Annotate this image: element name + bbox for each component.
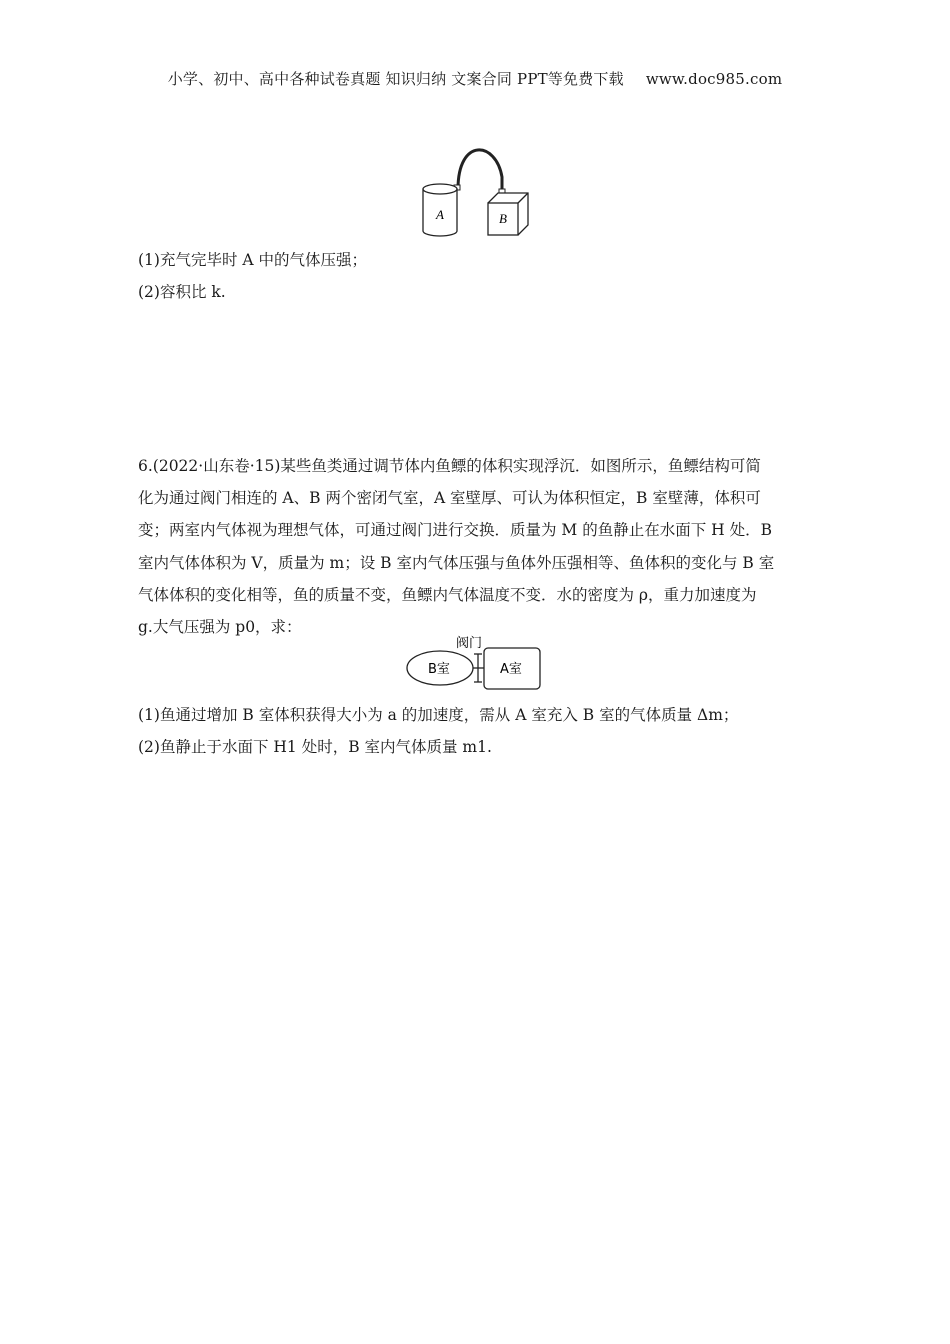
q6-line: 6.(2022·山东卷·15)某些鱼类通过调节体内鱼鳔的体积实现浮沉．如图所示，鱼鳔结构可简 [138, 457, 761, 475]
q6-line: 室内气体体积为 V，质量为 m；设 B 室内气体压强与鱼体外压强相等、鱼体积的变化与 B 室 [138, 553, 775, 572]
q6-line: 气体体积的变化相等，鱼的质量不变，鱼鳔内气体温度不变．水的密度为 ρ，重力加速度为 [138, 585, 757, 604]
container-a [423, 184, 457, 236]
q6-item-1: (1)鱼通过增加 B 室体积获得大小为 a 的加速度，需从 A 室充入 B 室的气体质量 Δm； [138, 706, 739, 724]
connecting-hose [458, 150, 502, 191]
q6-item-2: (2)鱼静止于水面下 H1 处时，B 室内气体质量 m1. [138, 738, 492, 756]
header-text: 小学、初中、高中各种试卷真题 知识归纳 文案合同 PPT等免费下载 [167, 70, 624, 88]
container-b [488, 193, 528, 235]
q5-item-2: (2)容积比 k. [138, 283, 226, 301]
room-a-label: A室 [500, 662, 522, 677]
q5-item-1: (1)充气完毕时 A 中的气体压强； [138, 251, 368, 269]
label-a: A [436, 207, 444, 222]
figure-gas-containers [410, 145, 540, 241]
valve-label: 阀门 [456, 636, 483, 651]
header-site: www.doc985.com [645, 70, 783, 88]
page-header [0, 68, 950, 89]
room-b-label: B室 [428, 662, 450, 677]
q6-line: g.大气压强为 p0，求： [138, 618, 302, 637]
label-b: B [499, 211, 507, 226]
q6-stem [138, 450, 818, 643]
q6-line: 变；两室内气体视为理想气体，可通过阀门进行交换．质量为 M 的鱼静止在水面下 H 处．B [138, 521, 772, 540]
figure-swim-bladder [404, 632, 546, 692]
q6-line: 化为通过阀门相连的 A、B 两个密闭气室，A 室壁厚、可认为体积恒定，B 室壁薄，体积可 [138, 489, 761, 508]
